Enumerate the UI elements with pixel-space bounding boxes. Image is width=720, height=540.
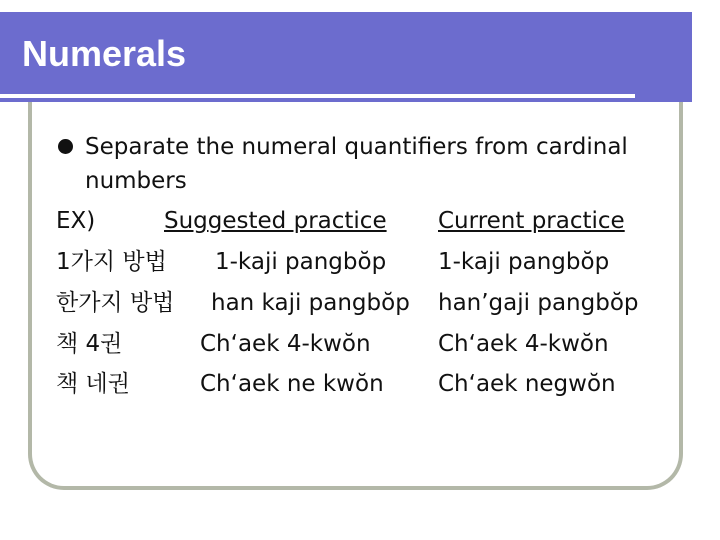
example-label: EX) xyxy=(56,208,96,234)
header-suggested-practice: Suggested practice xyxy=(164,208,387,234)
row-1-current: 1-kaji pangbŏp xyxy=(438,249,610,275)
row-1-suggested: 1-kaji pangbŏp xyxy=(215,249,387,275)
row-2-korean: 한가지 방법 xyxy=(56,290,175,316)
row-1-korean: 1가지 방법 xyxy=(56,249,167,275)
row-3-korean: 책 4권 xyxy=(56,331,123,357)
row-4-suggested: Ch‘aek ne kwŏn xyxy=(200,371,384,397)
row-4-korean: 책 네권 xyxy=(56,371,130,397)
header-current-practice: Current practice xyxy=(438,208,625,234)
row-2-current: han’gaji pangbŏp xyxy=(438,290,639,316)
bullet-text-line-2: numbers xyxy=(85,168,187,194)
bullet-text-line-1: Separate the numeral quantifiers from cardinal xyxy=(85,134,628,160)
slide-title: Numerals xyxy=(22,33,187,74)
row-3-suggested: Ch‘aek 4-kwŏn xyxy=(200,331,371,357)
row-2-suggested: han kaji pangbŏp xyxy=(211,290,410,316)
row-3-current: Ch‘aek 4-kwŏn xyxy=(438,331,609,357)
bullet-dot-icon xyxy=(58,139,73,154)
row-4-current: Ch‘aek negwŏn xyxy=(438,371,616,397)
